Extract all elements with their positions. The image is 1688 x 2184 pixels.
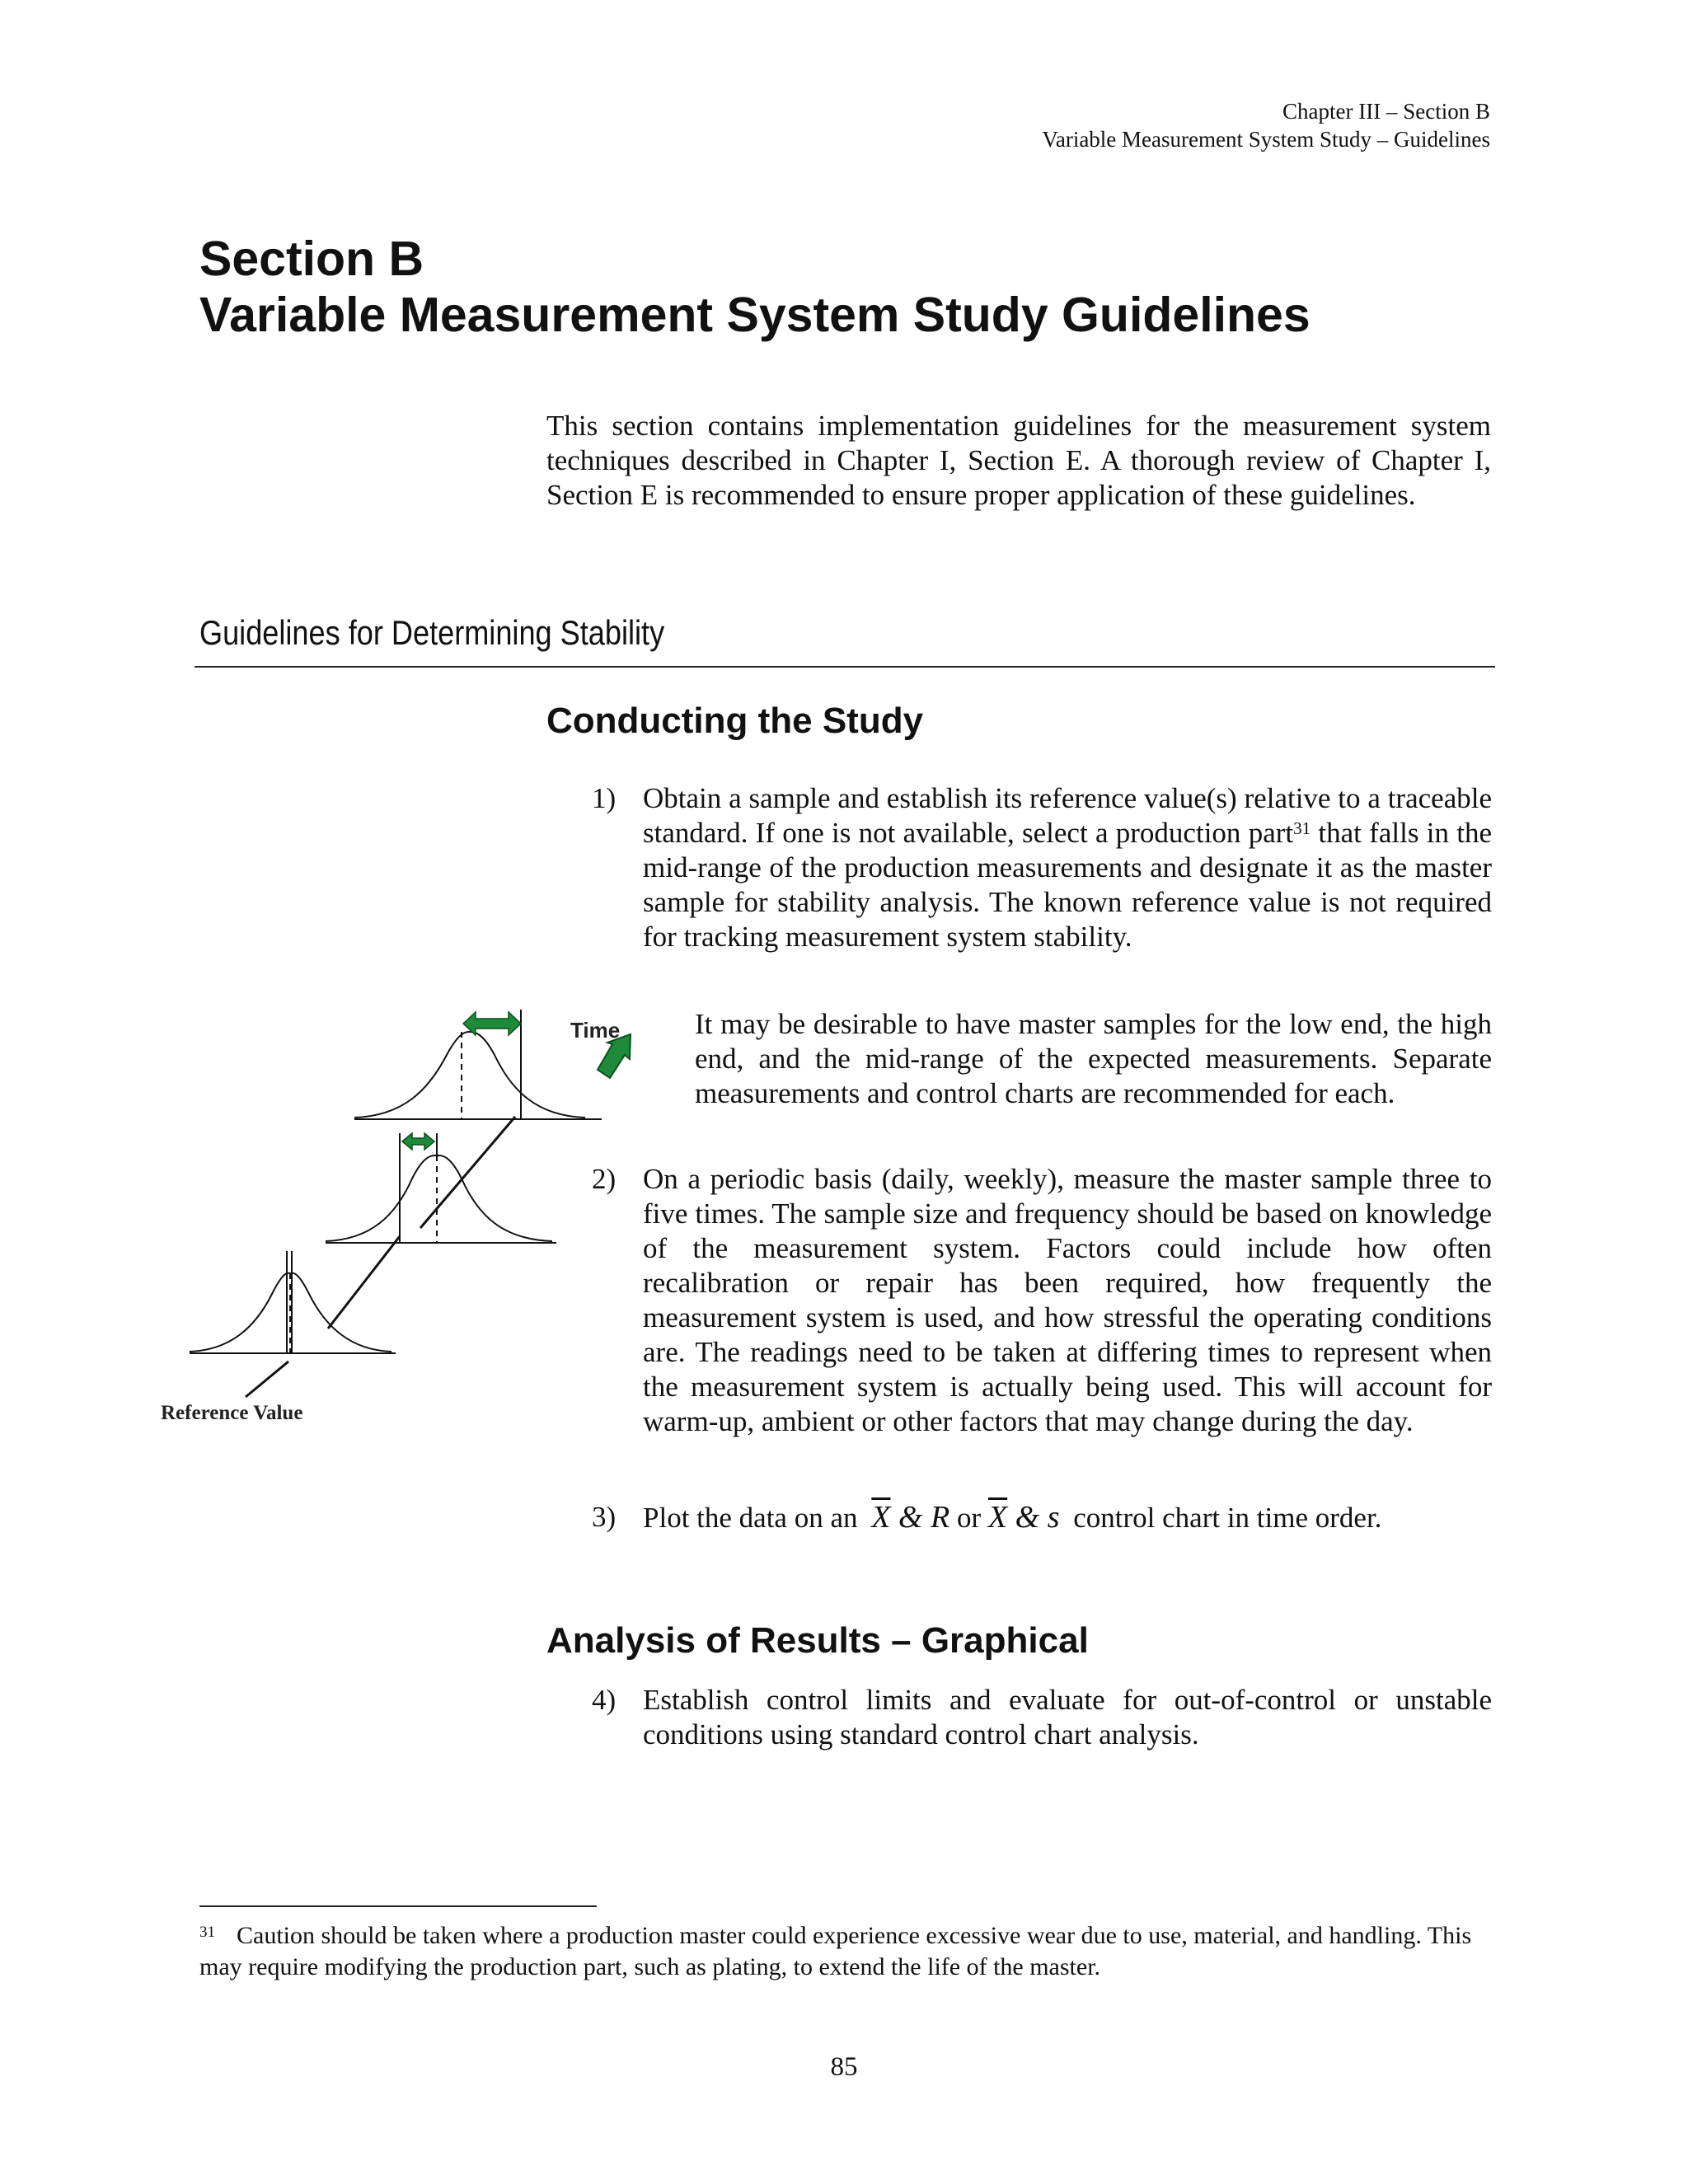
step-text-continued: that falls in the mid-range of the production measurements and designate it as the master sample for stability analysis. The known reference value is not required for tracking measurement system stability. <box>643 817 1492 953</box>
step-text: Establish control limits and evaluate for out-of-control or unstable conditions using standard control chart analysis. <box>643 1684 1492 1750</box>
section-subtitle: Variable Measurement System Study Guidelines <box>199 288 1311 342</box>
step-2 <box>592 1162 1492 1439</box>
step-text: Plot the data on an <box>643 1502 865 1534</box>
step-text: Obtain a sample and establish its reference value(s) relative to a traceable standard. If one is not available, select a production part <box>643 782 1492 849</box>
footnote-reference: 31 <box>1293 818 1311 838</box>
step-text: On a periodic basis (daily, weekly), measure the master sample three to five times. The sample size and frequency should be based on knowledge of the measurement system. Factors could include how often recalibration or repair has been required, how frequently the measurement system is used, and how stressful the operating conditions are. The readings need to be taken at differing times to represent when the measurement system is actually being used. This will account for warm-up, ambient or other factors that may change during the day. <box>643 1163 1492 1437</box>
step-1 <box>592 781 1492 954</box>
distribution-curve-1 <box>190 1251 396 1353</box>
shift-arrow-icon <box>402 1133 434 1150</box>
time-axis-segment <box>420 1117 515 1228</box>
reference-value-label: Reference Value <box>161 1402 303 1424</box>
step-4 <box>592 1683 1492 1752</box>
shift-arrow-icon <box>463 1012 521 1035</box>
stability-figure <box>148 997 659 1442</box>
footnote-mark: 31 <box>199 1924 215 1941</box>
formula-xbar-r: $\overline{X}$ & R <box>871 1500 950 1535</box>
time-label: Time <box>570 1018 621 1043</box>
time-axis-segment <box>328 1236 400 1329</box>
subheading-conducting-study: Conducting the Study <box>546 701 924 741</box>
section-title: Section B <box>199 232 424 286</box>
step-number: 4) <box>592 1684 617 1716</box>
running-header-chapter: Chapter III – Section B <box>1282 99 1490 124</box>
page-number: 85 <box>830 2052 858 2082</box>
footnote <box>199 1920 1492 1983</box>
step-3: 3) Plot the data on an $\overline{X}$ & R or $\overline{X}$ & s control chart in time order. <box>592 1500 1382 1535</box>
subheading-analysis-results: Analysis of Results – Graphical <box>546 1620 1089 1661</box>
section-heading-rule <box>195 666 1495 668</box>
step-1-followup: It may be desirable to have master samples for the low end, the high end, and the mid-range of the expected measurements. Separate measurements and control charts are recommended for each. <box>695 1008 1492 1109</box>
footnote-rule <box>199 1905 597 1907</box>
footnote-text: Caution should be taken where a production master could experience excessive wear due to use, material, and handling. This may require modifying the production part, such as plating, to extend the life of the master. <box>199 1922 1472 1980</box>
section-heading: Guidelines for Determining Stability <box>199 613 665 652</box>
step-number: 2) <box>592 1163 617 1195</box>
step-number: 3) <box>592 1501 617 1533</box>
formula-xbar-s: $\overline{X}$ & s <box>987 1500 1060 1535</box>
time-axis-segment <box>246 1361 288 1397</box>
distribution-curve-2 <box>326 1133 556 1243</box>
running-header-title: Variable Measurement System Study – Guidelines <box>1042 127 1490 152</box>
step-number: 1) <box>592 782 617 814</box>
intro-paragraph: This section contains implementation guidelines for the measurement system techniques described in Chapter I, Section E. A thorough review of Chapter I, Section E is recommended to ensure proper application of these guidelines. <box>546 410 1491 511</box>
distribution-curve-3 <box>354 1010 602 1119</box>
